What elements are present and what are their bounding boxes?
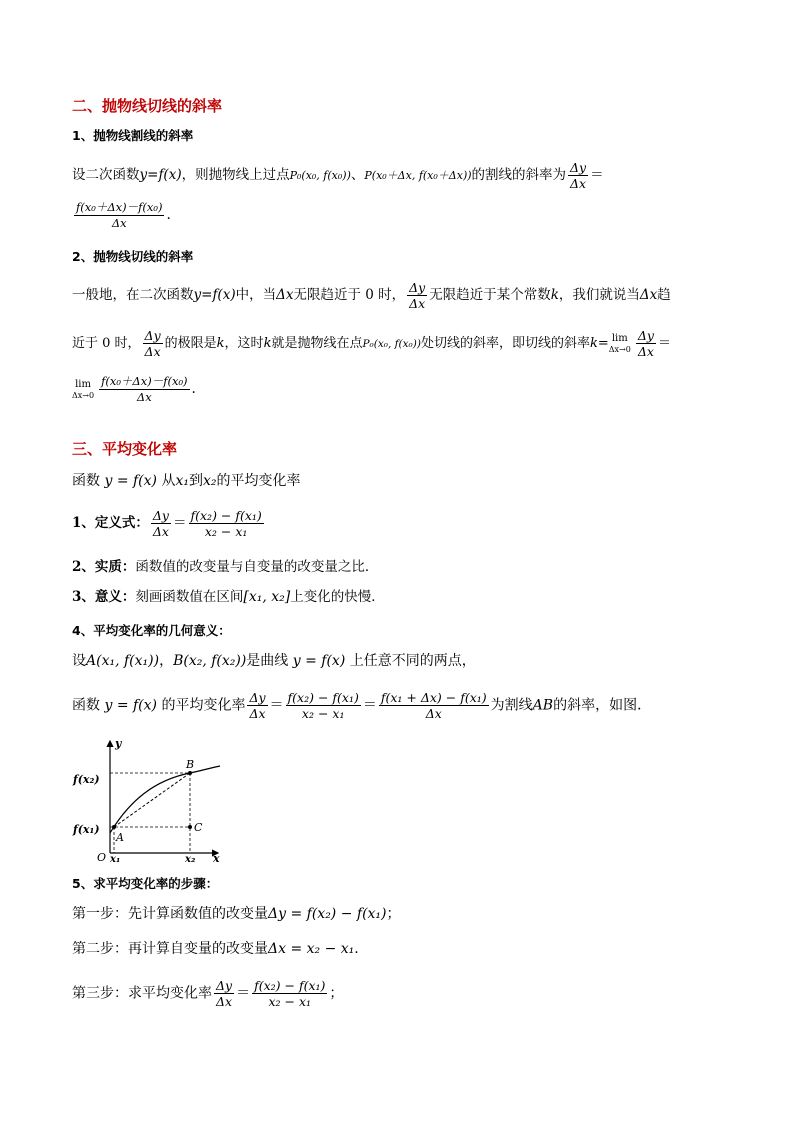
text: 刻画函数值在区间 <box>135 589 244 605</box>
text: 设二次函数 <box>72 167 140 183</box>
essence-label: 2、实质： <box>72 559 136 575</box>
point-p0: P₀(x₀, f(x₀)) <box>362 338 421 350</box>
tangent-line-2 <box>72 328 671 359</box>
text: 趋 <box>657 287 671 303</box>
fraction-dy-dx: $\frac{\Delta y}{\Delta x}$ <box>409 280 426 311</box>
text: ； <box>386 906 401 922</box>
delta-x: Δx <box>276 287 294 303</box>
text: ，这时 <box>224 336 264 351</box>
text: 一般地，在二次函数 <box>72 287 194 303</box>
step-1 <box>72 903 401 925</box>
y-axis-label: y <box>115 737 122 750</box>
fraction-dy-dx: $\frac{\Delta y}{\Delta x}$ <box>570 160 587 191</box>
tick-x2: x₂ <box>185 854 196 865</box>
equals: ＝ <box>657 336 671 351</box>
text: 设 <box>72 653 86 669</box>
secant-slope-fraction: $\frac{\text{f(x₀＋Δx)－f(x₀)}}{\Delta x}$ <box>76 200 163 230</box>
label-c: C <box>194 821 203 834</box>
definition-label: 1、定义式： <box>72 515 149 531</box>
text: ， <box>159 653 174 669</box>
text: 无限趋近于某个常数 <box>429 287 551 303</box>
constant-k: k <box>550 287 559 303</box>
text: 为割线 <box>490 697 533 714</box>
text: 处切线的斜率，即切线的斜率 <box>420 336 590 351</box>
label-a: A <box>116 831 124 844</box>
equals: ＝ <box>236 985 251 1002</box>
point-a: A(x₁, f(x₁)) <box>86 653 160 669</box>
text: 的割线的斜率为 <box>471 167 567 183</box>
meaning-line <box>72 586 385 608</box>
subsection-tangent-heading: 2、抛物线切线的斜率 <box>72 249 194 264</box>
secant-dashed <box>114 773 190 827</box>
secant-slope-fraction: $\frac{\text{f(x₀＋Δx)－f(x₀)}}{\Delta x}$ <box>101 374 188 404</box>
text: 的斜率，如图． <box>553 697 652 714</box>
text: ，我们就说当 <box>558 287 640 303</box>
step-2 <box>72 938 359 960</box>
limit-operator: lim Δx→0 <box>608 332 631 354</box>
text: 的平均变化率 <box>216 473 301 489</box>
text: 上变化的快慢． <box>290 589 385 605</box>
function-expr: y=f(x) <box>139 167 182 183</box>
label-b: B <box>186 758 195 771</box>
geometric-line-2 <box>72 690 651 721</box>
equals: ＝ <box>362 697 377 714</box>
x-axis-label: x <box>213 852 220 865</box>
delta-x: Δx <box>639 287 658 303</box>
meaning-label: 3、意义： <box>72 589 136 605</box>
section-3-title: 三、平均变化率 <box>72 440 178 458</box>
label-fx1: f(x₁) <box>73 823 100 836</box>
interval: [x₁, x₂] <box>243 589 291 605</box>
period: . <box>166 207 171 223</box>
fraction-dy-dx: $\frac{\Delta y}{\Delta x}$ <box>152 508 169 539</box>
equals: ＝ <box>590 167 604 183</box>
text: 无限趋近于 0 时， <box>293 287 406 303</box>
tangent-limit-formula <box>72 374 196 405</box>
function-expr: y = f(x) <box>292 653 346 669</box>
geometric-line-1 <box>72 650 476 672</box>
geometric-meaning-heading: 4、平均变化率的几何意义： <box>72 623 231 638</box>
constant-k: k <box>263 336 272 351</box>
point-p0: P₀(x₀, f(x₀)) <box>289 169 351 182</box>
text: 函数 <box>72 697 100 714</box>
tick-x1: x₁ <box>110 854 121 865</box>
secant-definition-line <box>72 160 604 191</box>
text: 是曲线 <box>246 653 289 669</box>
period: . <box>191 381 196 397</box>
formula-dy: Δy = f(x₂) − f(x₁) <box>268 906 387 922</box>
definition-fraction: $\frac{\text{f(x₂) − f(x₁)}}{\text{x₂ − x₁}}$ <box>190 508 262 539</box>
point-c-dot <box>188 825 192 829</box>
function-expr: y = f(x) <box>104 697 157 714</box>
essence-text: 函数值的改变量与自变量的改变量之比． <box>135 559 379 575</box>
text: 到 <box>188 473 203 489</box>
avg-rate-intro <box>72 470 300 492</box>
point-b-dot <box>188 771 192 775</box>
definition-fraction: $\frac{\text{f(x₂) − f(x₁)}}{\text{x₂ − x₁}}$ <box>254 978 326 1009</box>
text: 近于 0 时， <box>72 336 141 351</box>
point-b: B(x₂, f(x₂)) <box>173 653 247 669</box>
secant-ab: AB <box>532 697 554 714</box>
essence-line <box>72 556 378 578</box>
text: . <box>354 941 359 957</box>
k-equals: k= <box>589 336 609 351</box>
text: 第三步：求平均变化率 <box>72 985 212 1002</box>
subsection-secant-heading: 1、抛物线割线的斜率 <box>72 128 194 143</box>
formula-dx: Δx = x₂ − x₁ <box>268 941 355 957</box>
point-p: P(x₀＋Δx, f(x₀＋Δx)) <box>364 169 472 182</box>
text: 上任意不同的两点， <box>349 653 476 669</box>
text: 第一步：先计算函数值的改变量 <box>72 906 268 922</box>
secant-formula-line <box>72 200 171 231</box>
tangent-line-1 <box>72 280 671 311</box>
fraction-dy-dx: $\frac{\Delta y}{\Delta x}$ <box>637 328 654 359</box>
point-a-dot <box>112 825 116 829</box>
fraction-dy-dx: $\frac{\Delta y}{\Delta x}$ <box>249 690 266 721</box>
function-expr: y=f(x) <box>193 287 236 303</box>
x2: x₂ <box>202 473 217 489</box>
steps-heading: 5、求平均变化率的步骤： <box>72 876 219 891</box>
secant-figure <box>70 735 230 865</box>
text: ，则抛物线上过点 <box>181 167 290 183</box>
equals: ＝ <box>173 515 187 531</box>
delta-fraction: $\frac{\text{f(x₁ + Δx) − f(x₁)}}{\Delta x}$ <box>380 690 487 721</box>
text: 的平均变化率 <box>161 697 246 714</box>
text: ； <box>329 985 344 1002</box>
limit-operator: lim Δx→0 <box>72 378 95 400</box>
fraction-dy-dx: $\frac{\Delta y}{\Delta x}$ <box>144 328 161 359</box>
text: 就是抛物线在点 <box>271 336 363 351</box>
x1: x₁ <box>175 473 189 489</box>
text: 的极限是 <box>164 336 217 351</box>
text: 中，当 <box>235 287 277 303</box>
label-fx2: f(x₂) <box>73 773 100 786</box>
equals: ＝ <box>269 697 284 714</box>
definition-line <box>72 508 266 539</box>
fraction-dy-dx: $\frac{\Delta y}{\Delta x}$ <box>216 978 233 1009</box>
function-expr: y = f(x) <box>104 473 157 489</box>
step-3 <box>72 978 343 1009</box>
constant-k: k <box>216 336 225 351</box>
curve <box>110 766 220 833</box>
section-2-title: 二、抛物线切线的斜率 <box>72 97 223 115</box>
text: 、 <box>350 167 365 183</box>
origin-label: O <box>97 851 107 864</box>
text: 从 <box>161 473 176 489</box>
text: 第二步：再计算自变量的改变量 <box>72 941 268 957</box>
definition-fraction: $\frac{\text{f(x₂) − f(x₁)}}{\text{x₂ − x₁}}$ <box>287 690 359 721</box>
text: 函数 <box>72 473 100 489</box>
